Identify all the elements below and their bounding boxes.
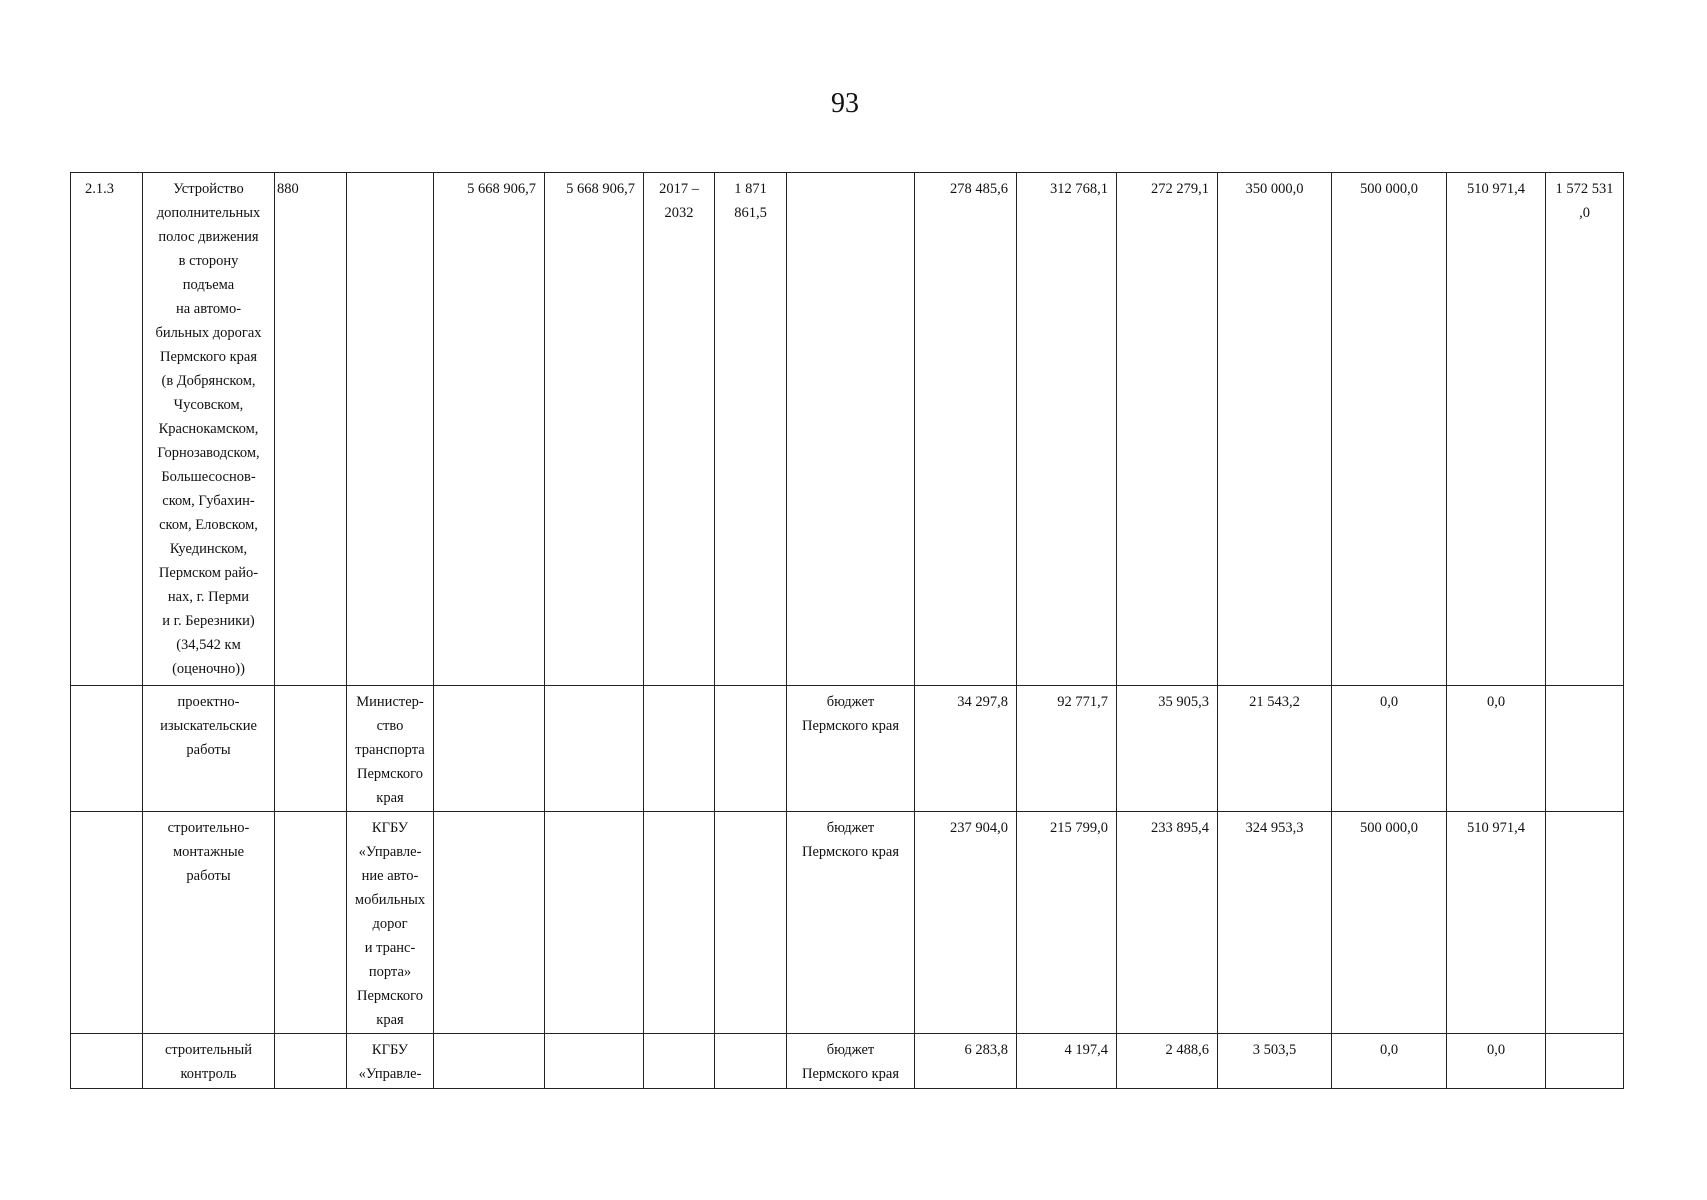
funding-source-line: бюджет: [826, 1042, 875, 1058]
item-code: [71, 812, 143, 1034]
value-7: [1546, 173, 1624, 686]
total-cost: [434, 1034, 545, 1089]
period: [644, 812, 715, 1034]
table-row: [71, 173, 1624, 686]
total-cost: [434, 686, 545, 812]
executor-line: края: [376, 790, 404, 806]
program-cost: [545, 812, 644, 1034]
item-code-880: [275, 1034, 347, 1089]
value-3: 35 905,3: [1117, 686, 1218, 812]
item-name: [143, 812, 275, 1034]
item-name-line: Горнозаводском,: [157, 445, 260, 461]
item-name-line: работы: [186, 868, 231, 884]
item-name-line: работы: [186, 742, 231, 758]
executor-line: транспорта: [355, 742, 425, 758]
value-7-line: 1 572 531: [1555, 181, 1614, 197]
item-name-line: полос движения: [158, 229, 259, 245]
value-7: [1546, 686, 1624, 812]
executor-line: ние авто-: [361, 868, 419, 884]
value-5: 0,0: [1332, 686, 1447, 812]
prior-funding: [715, 173, 787, 686]
value-7: [1546, 1034, 1624, 1089]
item-name-line: бильных дорогах: [155, 325, 262, 341]
executor-line: мобильных: [354, 892, 426, 908]
item-name-line: проектно-: [177, 694, 240, 710]
item-name-line: строительный: [164, 1042, 253, 1058]
prior-funding-line: 1 871: [734, 181, 767, 197]
executor-line: порта»: [368, 964, 412, 980]
page-number: 93: [831, 88, 859, 119]
item-name-line: (34,542 км: [176, 637, 241, 653]
funding-source: [787, 812, 915, 1034]
period: [644, 1034, 715, 1089]
program-cost: [545, 1034, 644, 1089]
value-6: 510 971,4: [1447, 812, 1546, 1034]
executor-line: Пермского: [357, 988, 423, 1004]
item-name-line: изыскательские: [160, 718, 257, 734]
item-name-line: монтажные: [172, 844, 245, 860]
program-cost: 5 668 906,7: [545, 173, 644, 686]
item-name-line: дополнительных: [156, 205, 261, 221]
funding-source-line: бюджет: [826, 694, 875, 710]
funding-source-line: бюджет: [826, 820, 875, 836]
value-7: [1546, 812, 1624, 1034]
value-5: 0,0: [1332, 1034, 1447, 1089]
item-code: [71, 1034, 143, 1089]
item-name-line: Куединском,: [169, 541, 248, 557]
table-row: [71, 686, 1624, 812]
value-1: 6 283,8: [915, 1034, 1017, 1089]
item-code: 2.1.3: [71, 173, 143, 686]
executor: [347, 173, 434, 686]
total-cost: 5 668 906,7: [434, 173, 545, 686]
item-name: [143, 686, 275, 812]
total-cost: [434, 812, 545, 1034]
executor-line: «Управле-: [358, 1066, 422, 1082]
prior-funding: [715, 686, 787, 812]
value-4: 3 503,5: [1218, 1034, 1332, 1089]
value-5: 500 000,0: [1332, 812, 1447, 1034]
funding-source: [787, 686, 915, 812]
value-2: 4 197,4: [1017, 1034, 1117, 1089]
value-6: 0,0: [1447, 686, 1546, 812]
executor: [347, 1034, 434, 1089]
funding-source-line: Пермского края: [802, 844, 899, 860]
executor-line: Пермского: [357, 766, 423, 782]
program-table: [70, 172, 1624, 1089]
value-1: 34 297,8: [915, 686, 1017, 812]
item-name-line: контроль: [180, 1066, 237, 1082]
item-code-880: [275, 812, 347, 1034]
funding-source-line: Пермского края: [802, 1066, 899, 1082]
value-3: 233 895,4: [1117, 812, 1218, 1034]
item-name-line: нах, г. Перми: [167, 589, 250, 605]
item-code-880: 880: [275, 173, 347, 686]
item-name-line: Пермского края: [160, 349, 257, 365]
item-name-line: Чусовском,: [173, 397, 244, 413]
item-name: [143, 173, 275, 686]
value-3: 2 488,6: [1117, 1034, 1218, 1089]
item-name-line: Краснокамском,: [158, 421, 259, 437]
item-code: [71, 686, 143, 812]
executor-line: дорог: [372, 916, 408, 932]
value-6: 510 971,4: [1447, 173, 1546, 686]
value-7-line: ,0: [1579, 205, 1590, 221]
funding-source-line: Пермского края: [802, 718, 899, 734]
period-line: 2017 –: [659, 181, 699, 197]
item-name-line: (оценочно)): [172, 661, 245, 677]
executor-line: и транс-: [364, 940, 416, 956]
value-1: 237 904,0: [915, 812, 1017, 1034]
funding-source: [787, 173, 915, 686]
value-5: 500 000,0: [1332, 173, 1447, 686]
item-name-line: в сторону: [178, 253, 239, 269]
value-2: 215 799,0: [1017, 812, 1117, 1034]
prior-funding-line: 861,5: [734, 205, 767, 221]
item-name-line: ском, Губахин-: [162, 493, 255, 509]
prior-funding: [715, 812, 787, 1034]
item-name: [143, 1034, 275, 1089]
executor: [347, 686, 434, 812]
executor-line: Министер-: [356, 694, 424, 710]
item-name-line: Большесоснов-: [161, 469, 256, 485]
value-2: 92 771,7: [1017, 686, 1117, 812]
value-6: 0,0: [1447, 1034, 1546, 1089]
executor: [347, 812, 434, 1034]
executor-line: края: [376, 1012, 404, 1028]
value-4: 350 000,0: [1218, 173, 1332, 686]
funding-source: [787, 1034, 915, 1089]
executor-line: ство: [376, 718, 404, 734]
executor-line: «Управле-: [358, 844, 422, 860]
item-name-line: (в Добрянском,: [161, 373, 256, 389]
value-4: 324 953,3: [1218, 812, 1332, 1034]
value-3: 272 279,1: [1117, 173, 1218, 686]
item-name-line: и г. Березники): [162, 613, 255, 629]
value-1: 278 485,6: [915, 173, 1017, 686]
period: [644, 173, 715, 686]
item-name-line: Устройство: [173, 181, 244, 197]
table-row: [71, 812, 1624, 1034]
item-name-line: Пермском райо-: [158, 565, 259, 581]
program-cost: [545, 686, 644, 812]
value-4: 21 543,2: [1218, 686, 1332, 812]
item-name-line: на автомо-: [175, 301, 242, 317]
item-name-line: подъема: [182, 277, 235, 293]
table-row: [71, 1034, 1624, 1089]
period: [644, 686, 715, 812]
executor-line: КГБУ: [371, 820, 409, 836]
prior-funding: [715, 1034, 787, 1089]
item-name-line: строительно-: [167, 820, 250, 836]
item-name-line: ском, Еловском,: [159, 517, 258, 533]
value-2: 312 768,1: [1017, 173, 1117, 686]
item-code-880: [275, 686, 347, 812]
period-line: 2032: [664, 205, 694, 221]
executor-line: КГБУ: [371, 1042, 409, 1058]
